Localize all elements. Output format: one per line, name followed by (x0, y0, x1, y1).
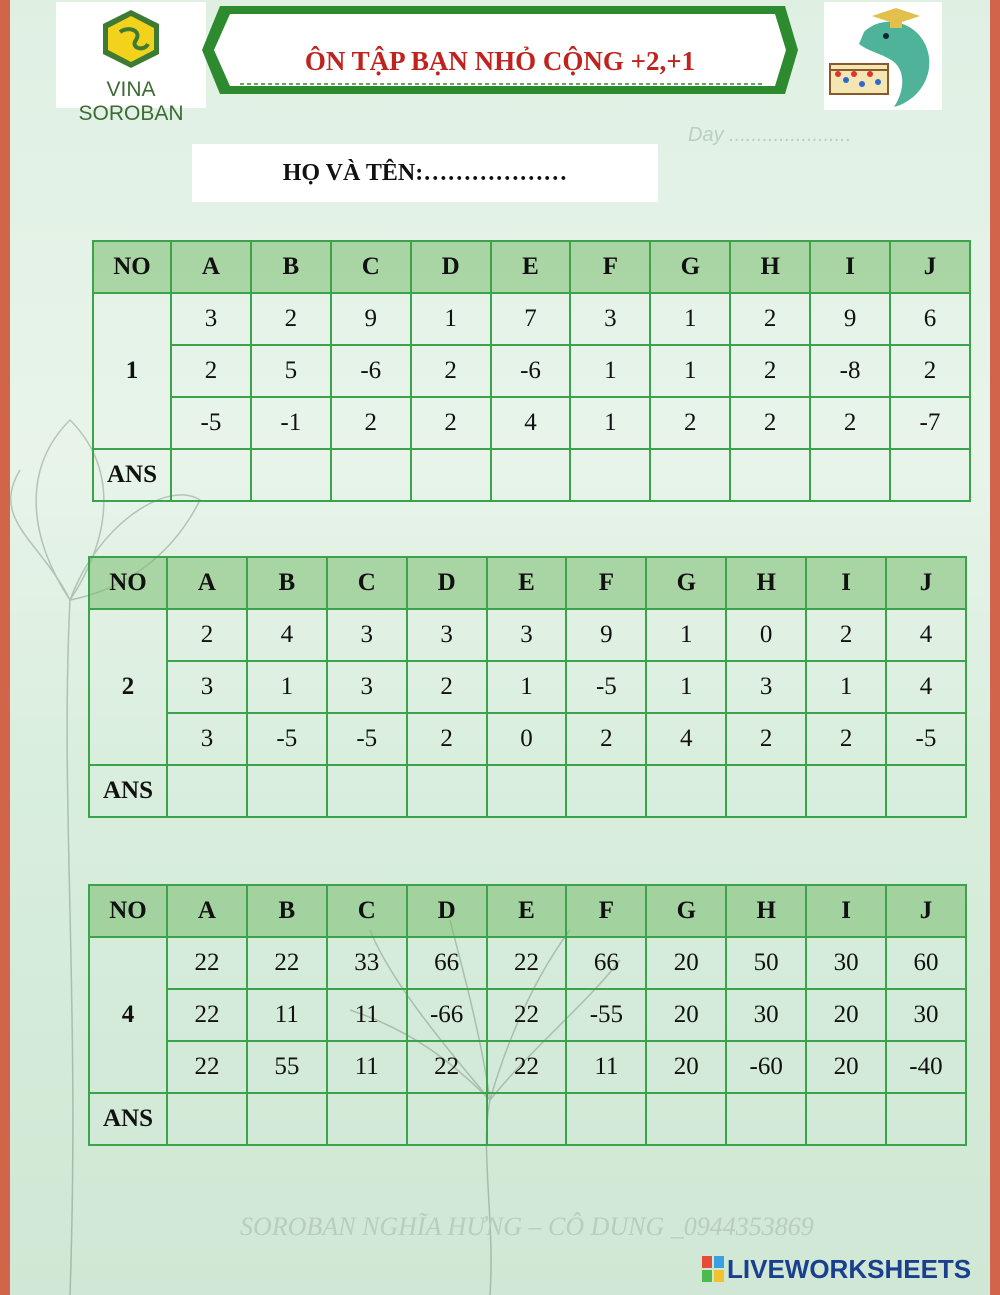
answer-input-j[interactable] (886, 1093, 966, 1145)
header-col-g: G (650, 241, 730, 293)
table-row (89, 713, 966, 765)
number-cell: 66 (407, 937, 487, 989)
table-row (93, 397, 970, 449)
number-cell: 22 (167, 989, 247, 1041)
answer-input-a[interactable] (171, 449, 251, 501)
number-cell: 60 (886, 937, 966, 989)
number-cell: 1 (570, 397, 650, 449)
number-cell: 2 (730, 293, 810, 345)
header-col-f: F (566, 885, 646, 937)
dolphin-mascot-image (824, 2, 942, 110)
number-cell: 2 (566, 713, 646, 765)
answer-input-a[interactable] (167, 765, 247, 817)
answer-input-i[interactable] (810, 449, 890, 501)
header-col-c: C (327, 557, 407, 609)
number-cell: 4 (646, 713, 726, 765)
number-cell: 9 (810, 293, 890, 345)
number-cell: -6 (491, 345, 571, 397)
header-col-a: A (167, 557, 247, 609)
number-cell: 11 (566, 1041, 646, 1093)
number-cell: 4 (886, 609, 966, 661)
number-cell: 0 (726, 609, 806, 661)
answer-input-j[interactable] (886, 765, 966, 817)
hexagon-logo-icon (56, 2, 206, 78)
number-cell: 33 (327, 937, 407, 989)
answer-input-h[interactable] (730, 449, 810, 501)
header-col-d: D (407, 885, 487, 937)
number-cell: 11 (327, 989, 407, 1041)
name-field-label: HỌ VÀ TÊN:……………… (282, 160, 568, 186)
number-cell: -40 (886, 1041, 966, 1093)
table-row (89, 937, 966, 989)
number-cell: 3 (570, 293, 650, 345)
answer-input-g[interactable] (646, 765, 726, 817)
liveworksheets-brand (702, 1254, 971, 1285)
answer-input-g[interactable] (650, 449, 730, 501)
table-row (89, 1041, 966, 1093)
footer-credit: SOROBAN NGHĨA HƯNG – CÔ DUNG _0944353869 (240, 1212, 814, 1241)
answer-input-b[interactable] (247, 765, 327, 817)
header-col-j: J (886, 885, 966, 937)
number-cell: 2 (810, 397, 890, 449)
table-header-row (89, 885, 966, 937)
number-cell: 1 (487, 661, 567, 713)
number-cell: 2 (730, 397, 810, 449)
header-col-i: I (810, 241, 890, 293)
answer-input-f[interactable] (570, 449, 650, 501)
number-cell: 22 (167, 937, 247, 989)
header-col-g: G (646, 885, 726, 937)
number-cell: 2 (890, 345, 970, 397)
number-cell: -5 (886, 713, 966, 765)
number-cell: 2 (171, 345, 251, 397)
header-col-c: C (331, 241, 411, 293)
number-cell: -5 (171, 397, 251, 449)
number-cell: 20 (646, 989, 726, 1041)
number-cell: 2 (331, 397, 411, 449)
answer-input-c[interactable] (327, 1093, 407, 1145)
number-cell: 1 (650, 293, 730, 345)
header-col-h: H (726, 557, 806, 609)
answer-input-e[interactable] (491, 449, 571, 501)
number-cell: 0 (487, 713, 567, 765)
answer-input-j[interactable] (890, 449, 970, 501)
brand-text: LIVEWORKSHEETS (727, 1254, 972, 1284)
answer-input-d[interactable] (407, 765, 487, 817)
table-row (89, 989, 966, 1041)
number-cell: 20 (646, 1041, 726, 1093)
problem-number: 2 (89, 609, 167, 765)
number-cell: -5 (327, 713, 407, 765)
number-cell: 1 (646, 661, 726, 713)
number-cell: 5 (251, 345, 331, 397)
number-cell: 1 (650, 345, 730, 397)
number-cell: -7 (890, 397, 970, 449)
day-field[interactable]: Day ...................... (688, 124, 852, 146)
number-cell: 3 (327, 661, 407, 713)
logo-text: VINA SOROBAN (78, 78, 184, 125)
number-cell: 3 (407, 609, 487, 661)
number-cell: 2 (806, 713, 886, 765)
answer-input-e[interactable] (487, 765, 567, 817)
number-cell: 1 (806, 661, 886, 713)
header-no: NO (89, 885, 167, 937)
answer-input-h[interactable] (726, 1093, 806, 1145)
number-cell: 1 (570, 345, 650, 397)
number-cell: 2 (650, 397, 730, 449)
table-header-row (89, 557, 966, 609)
number-cell: 30 (806, 937, 886, 989)
number-cell: -5 (247, 713, 327, 765)
number-cell: 30 (726, 989, 806, 1041)
number-cell: -8 (810, 345, 890, 397)
number-cell: 20 (806, 1041, 886, 1093)
number-cell: -6 (331, 345, 411, 397)
number-cell: 3 (167, 713, 247, 765)
header-col-i: I (806, 885, 886, 937)
answer-input-e[interactable] (487, 1093, 567, 1145)
table-header-row (93, 241, 970, 293)
number-cell: 2 (726, 713, 806, 765)
header-col-a: A (167, 885, 247, 937)
number-cell: 22 (487, 937, 567, 989)
exercise-table-4 (88, 884, 967, 1146)
number-cell: 9 (331, 293, 411, 345)
ans-label: ANS (89, 765, 167, 817)
number-cell: -1 (251, 397, 331, 449)
number-cell: 11 (247, 989, 327, 1041)
number-cell: 2 (411, 345, 491, 397)
header-col-f: F (570, 241, 650, 293)
header-col-d: D (411, 241, 491, 293)
number-cell: 22 (487, 1041, 567, 1093)
number-cell: 1 (247, 661, 327, 713)
number-cell: 2 (167, 609, 247, 661)
number-cell: 3 (327, 609, 407, 661)
ans-label: ANS (93, 449, 171, 501)
number-cell: 4 (886, 661, 966, 713)
number-cell: 1 (411, 293, 491, 345)
answer-input-c[interactable] (327, 765, 407, 817)
header-col-d: D (407, 557, 487, 609)
header-col-j: J (886, 557, 966, 609)
number-cell: -66 (407, 989, 487, 1041)
number-cell: 20 (806, 989, 886, 1041)
answer-input-h[interactable] (726, 765, 806, 817)
number-cell: 1 (646, 609, 726, 661)
answer-row (89, 765, 966, 817)
ans-label: ANS (89, 1093, 167, 1145)
answer-input-b[interactable] (247, 1093, 327, 1145)
number-cell: 3 (487, 609, 567, 661)
number-cell: 2 (407, 713, 487, 765)
number-cell: 3 (167, 661, 247, 713)
header-col-h: H (730, 241, 810, 293)
exercise-table-1 (92, 240, 971, 502)
exercise-table-2 (88, 556, 967, 818)
table-row (89, 661, 966, 713)
table-row (89, 609, 966, 661)
header-col-b: B (247, 557, 327, 609)
answer-input-a[interactable] (167, 1093, 247, 1145)
header-col-b: B (251, 241, 331, 293)
number-cell: 2 (806, 609, 886, 661)
number-cell: 30 (886, 989, 966, 1041)
header-col-a: A (171, 241, 251, 293)
number-cell: 3 (726, 661, 806, 713)
header-no: NO (93, 241, 171, 293)
header-col-c: C (327, 885, 407, 937)
number-cell: 2 (411, 397, 491, 449)
problem-number: 1 (93, 293, 171, 449)
number-cell: 66 (566, 937, 646, 989)
header-col-j: J (890, 241, 970, 293)
number-cell: -60 (726, 1041, 806, 1093)
header-col-g: G (646, 557, 726, 609)
number-cell: 4 (491, 397, 571, 449)
header-col-e: E (491, 241, 571, 293)
answer-input-b[interactable] (251, 449, 331, 501)
name-field-box[interactable] (192, 144, 658, 202)
answer-input-i[interactable] (806, 765, 886, 817)
header-no: NO (89, 557, 167, 609)
answer-input-g[interactable] (646, 1093, 726, 1145)
number-cell: 4 (247, 609, 327, 661)
answer-input-d[interactable] (407, 1093, 487, 1145)
number-cell: 55 (247, 1041, 327, 1093)
header-col-e: E (487, 885, 567, 937)
number-cell: 2 (251, 293, 331, 345)
table-row (93, 293, 970, 345)
number-cell: 2 (407, 661, 487, 713)
number-cell: 20 (646, 937, 726, 989)
dolphin-abacus-icon (824, 2, 942, 110)
number-cell: 22 (167, 1041, 247, 1093)
header-col-i: I (806, 557, 886, 609)
answer-input-c[interactable] (331, 449, 411, 501)
worksheet-title: ÔN TẬP BẠN NHỎ CỘNG +2,+1 (304, 46, 696, 76)
header-col-e: E (487, 557, 567, 609)
number-cell: -55 (566, 989, 646, 1041)
answer-input-i[interactable] (806, 1093, 886, 1145)
number-cell: 2 (730, 345, 810, 397)
number-cell: 9 (566, 609, 646, 661)
number-cell: -5 (566, 661, 646, 713)
header-col-h: H (726, 885, 806, 937)
number-cell: 22 (487, 989, 567, 1041)
vina-soroban-logo (56, 2, 206, 125)
problem-number: 4 (89, 937, 167, 1093)
liveworksheets-logo-icon (702, 1256, 724, 1282)
header-col-f: F (566, 557, 646, 609)
header-col-b: B (247, 885, 327, 937)
table-row (93, 345, 970, 397)
number-cell: 3 (171, 293, 251, 345)
number-cell: 22 (407, 1041, 487, 1093)
answer-input-f[interactable] (566, 1093, 646, 1145)
number-cell: 50 (726, 937, 806, 989)
answer-row (89, 1093, 966, 1145)
number-cell: 22 (247, 937, 327, 989)
answer-input-f[interactable] (566, 765, 646, 817)
number-cell: 6 (890, 293, 970, 345)
answer-input-d[interactable] (411, 449, 491, 501)
answer-row (93, 449, 970, 501)
number-cell: 11 (327, 1041, 407, 1093)
number-cell: 7 (491, 293, 571, 345)
